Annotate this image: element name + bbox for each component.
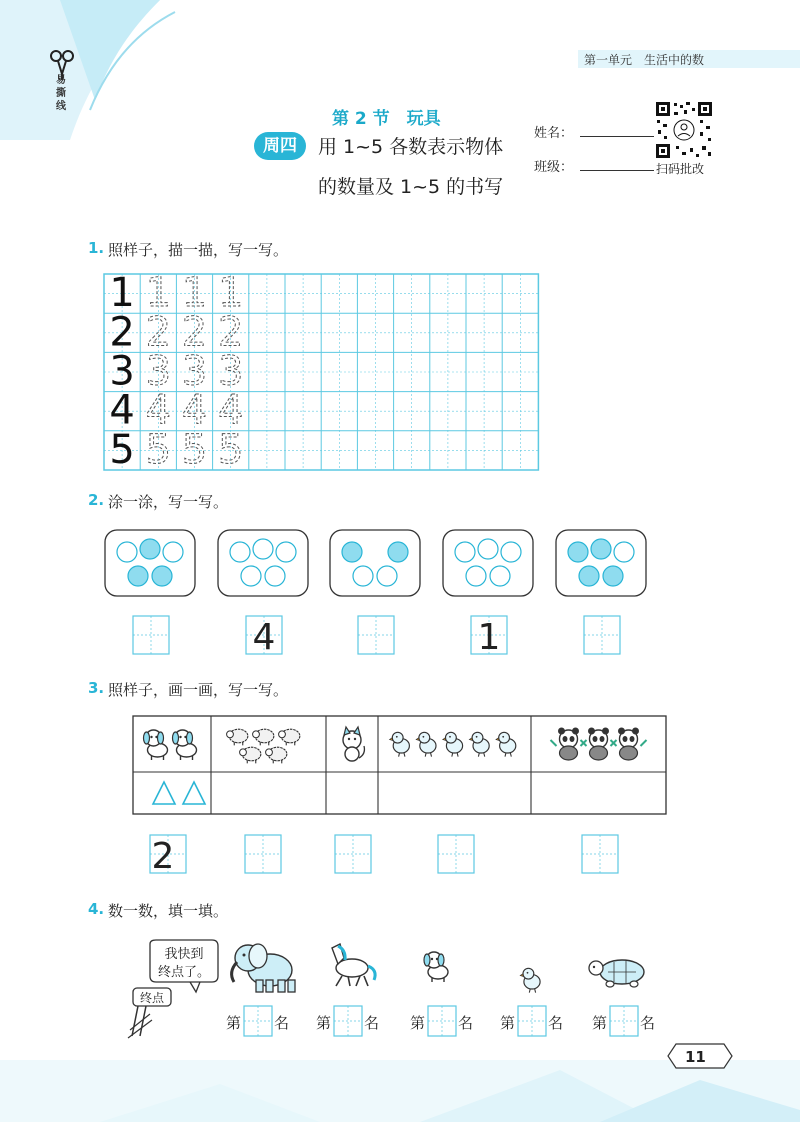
eye-patch (570, 736, 575, 742)
q2-area (105, 530, 646, 658)
leg (535, 989, 536, 993)
empty-circle[interactable] (466, 566, 486, 586)
trace-digit: 2 (181, 309, 208, 356)
trace-digit: 1 (145, 270, 172, 317)
q2-text: 涂一涂，写一写。 (108, 493, 229, 511)
eye (502, 736, 504, 738)
ear (602, 728, 609, 735)
draw-cell[interactable] (533, 774, 664, 812)
answer-digit: 1 (477, 617, 501, 658)
chick-icon (520, 968, 540, 992)
filled-circle[interactable] (152, 566, 172, 586)
q3-text: 照样子，画一画，写一写。 (108, 681, 289, 699)
eye (243, 954, 246, 957)
q2-number: 2. (88, 491, 105, 509)
rank-suffix: 名 (640, 1014, 656, 1032)
head (589, 961, 603, 975)
head (240, 749, 247, 756)
rank-suffix: 名 (274, 1014, 290, 1032)
trace-digit: 3 (217, 348, 244, 395)
eye-patch (593, 736, 598, 742)
ear (158, 732, 164, 744)
body (560, 746, 578, 760)
filled-circle[interactable] (128, 566, 148, 586)
rank-prefix: 第 (316, 1014, 332, 1032)
ear (632, 728, 639, 735)
answer-digit: 4 (252, 617, 276, 658)
ear (187, 732, 193, 744)
empty-circle[interactable] (501, 542, 521, 562)
unit-title: 第一单元 生活中的数 (584, 53, 705, 67)
head (472, 732, 483, 743)
trace-digit: 1 (181, 270, 208, 317)
empty-circle[interactable] (253, 539, 273, 559)
ear (173, 732, 179, 744)
trace-digit: 4 (145, 387, 172, 434)
eye (179, 736, 181, 738)
horse-icon (332, 944, 375, 986)
speech-text-line2: 终点了。 (157, 965, 211, 980)
draw-cell[interactable] (380, 774, 529, 812)
rank-suffix: 名 (458, 1014, 474, 1032)
empty-circle[interactable] (614, 542, 634, 562)
filled-circle[interactable] (568, 542, 588, 562)
empty-circle[interactable] (377, 566, 397, 586)
eye (476, 736, 478, 738)
q4-number: 4. (88, 900, 105, 918)
filled-circle[interactable] (342, 542, 362, 562)
filled-circle[interactable] (591, 539, 611, 559)
class-label: 班级： (534, 160, 574, 175)
ear (618, 728, 625, 735)
ear (438, 954, 444, 966)
empty-circle[interactable] (455, 542, 475, 562)
empty-circle[interactable] (490, 566, 510, 586)
q1-number: 1. (88, 239, 105, 257)
name-label: 姓名： (534, 126, 574, 141)
rank-suffix: 名 (364, 1014, 380, 1032)
trace-digit: 2 (145, 309, 172, 356)
filled-circle[interactable] (140, 539, 160, 559)
leg (630, 981, 638, 987)
draw-cell[interactable] (213, 774, 324, 812)
leg (336, 976, 342, 986)
eye (436, 958, 438, 960)
eye (184, 736, 186, 738)
q4-text: 数一数，填一填。 (108, 902, 229, 920)
page-number: 11 (685, 1048, 706, 1066)
sample-digit: 2 (109, 309, 135, 356)
eye (348, 738, 350, 740)
draw-cell[interactable] (328, 774, 376, 812)
body (590, 746, 608, 760)
dog-icon (424, 952, 448, 982)
brand-label: 易撕线 (56, 75, 66, 112)
answer-digit: 2 (151, 836, 175, 877)
leg (606, 981, 614, 987)
ear (144, 732, 150, 744)
leg (364, 976, 368, 986)
lesson-subtitle-line2: 的数量及 1~5 的书写 (318, 176, 504, 198)
rank-prefix: 第 (410, 1014, 426, 1032)
finish-label: 终点 (139, 991, 165, 1005)
eye (396, 736, 398, 738)
circle-group-box (330, 530, 420, 596)
q3-number: 3. (88, 679, 105, 697)
sample-digit: 1 (109, 270, 135, 317)
trace-digit: 4 (181, 387, 208, 434)
eye-patch (600, 736, 605, 742)
filled-circle[interactable] (579, 566, 599, 586)
trace-digit: 2 (217, 309, 244, 356)
scan-label: 扫码批改 (656, 162, 705, 176)
head (523, 968, 534, 979)
empty-circle[interactable] (117, 542, 137, 562)
footer-area (0, 1044, 800, 1122)
leg (278, 980, 285, 992)
empty-circle[interactable] (230, 542, 250, 562)
turtle-icon (589, 960, 644, 987)
ear (572, 728, 579, 735)
filled-circle[interactable] (388, 542, 408, 562)
beak (520, 974, 523, 977)
eye (431, 958, 433, 960)
leg (356, 976, 360, 986)
q3-area (133, 716, 666, 877)
empty-circle[interactable] (241, 566, 261, 586)
sample-digit: 5 (109, 426, 135, 473)
eye (354, 738, 356, 740)
draw-cell[interactable] (135, 774, 209, 812)
eye-patch (630, 736, 635, 742)
rank-suffix: 名 (548, 1014, 564, 1032)
rank-prefix: 第 (500, 1014, 516, 1032)
head (227, 731, 234, 738)
sample-digit: 4 (109, 387, 135, 434)
q4-area (128, 940, 644, 1038)
ear (249, 944, 267, 968)
leg (256, 980, 263, 992)
eye-patch (563, 736, 568, 742)
eye (527, 972, 529, 974)
speech-text-line1: 我快到 (164, 947, 204, 962)
trace-digit: 5 (145, 426, 172, 473)
trace-digit: 4 (217, 387, 244, 434)
body (620, 746, 638, 760)
day-badge: 周四 (254, 132, 306, 160)
empty-circle[interactable] (478, 539, 498, 559)
eye-patch (623, 736, 628, 742)
trace-digit: 5 (181, 426, 208, 473)
empty-circle[interactable] (276, 542, 296, 562)
ear (588, 728, 595, 735)
empty-circle[interactable] (265, 566, 285, 586)
body (345, 747, 359, 761)
filled-circle[interactable] (603, 566, 623, 586)
head (266, 749, 273, 756)
empty-circle[interactable] (163, 542, 183, 562)
leg (288, 980, 295, 992)
head (253, 731, 260, 738)
tail (368, 966, 375, 980)
head (446, 732, 457, 743)
leg (529, 989, 530, 993)
head (279, 731, 286, 738)
trace-digit: 3 (181, 348, 208, 395)
empty-circle[interactable] (353, 566, 373, 586)
elephant-icon (232, 944, 295, 992)
eye (150, 736, 152, 738)
sample-digit: 3 (109, 348, 135, 395)
q1-text: 照样子，描一描，写一写。 (108, 241, 289, 259)
eye (449, 736, 451, 738)
trunk (232, 962, 237, 982)
leg (266, 980, 273, 992)
ear (424, 954, 430, 966)
rank-prefix: 第 (592, 1014, 608, 1032)
lesson-title: 第 2 节 玩具 (332, 109, 441, 129)
head (392, 732, 403, 743)
head (419, 732, 430, 743)
trace-digit: 5 (217, 426, 244, 473)
rank-prefix: 第 (226, 1014, 242, 1032)
eye (155, 736, 157, 738)
head (499, 732, 510, 743)
trace-digit: 1 (217, 270, 244, 317)
trace-digit: 3 (145, 348, 172, 395)
eye (593, 966, 595, 968)
ear (558, 728, 565, 735)
eye (423, 736, 425, 738)
lesson-subtitle-line1: 用 1~5 各数表示物体 (318, 136, 504, 158)
